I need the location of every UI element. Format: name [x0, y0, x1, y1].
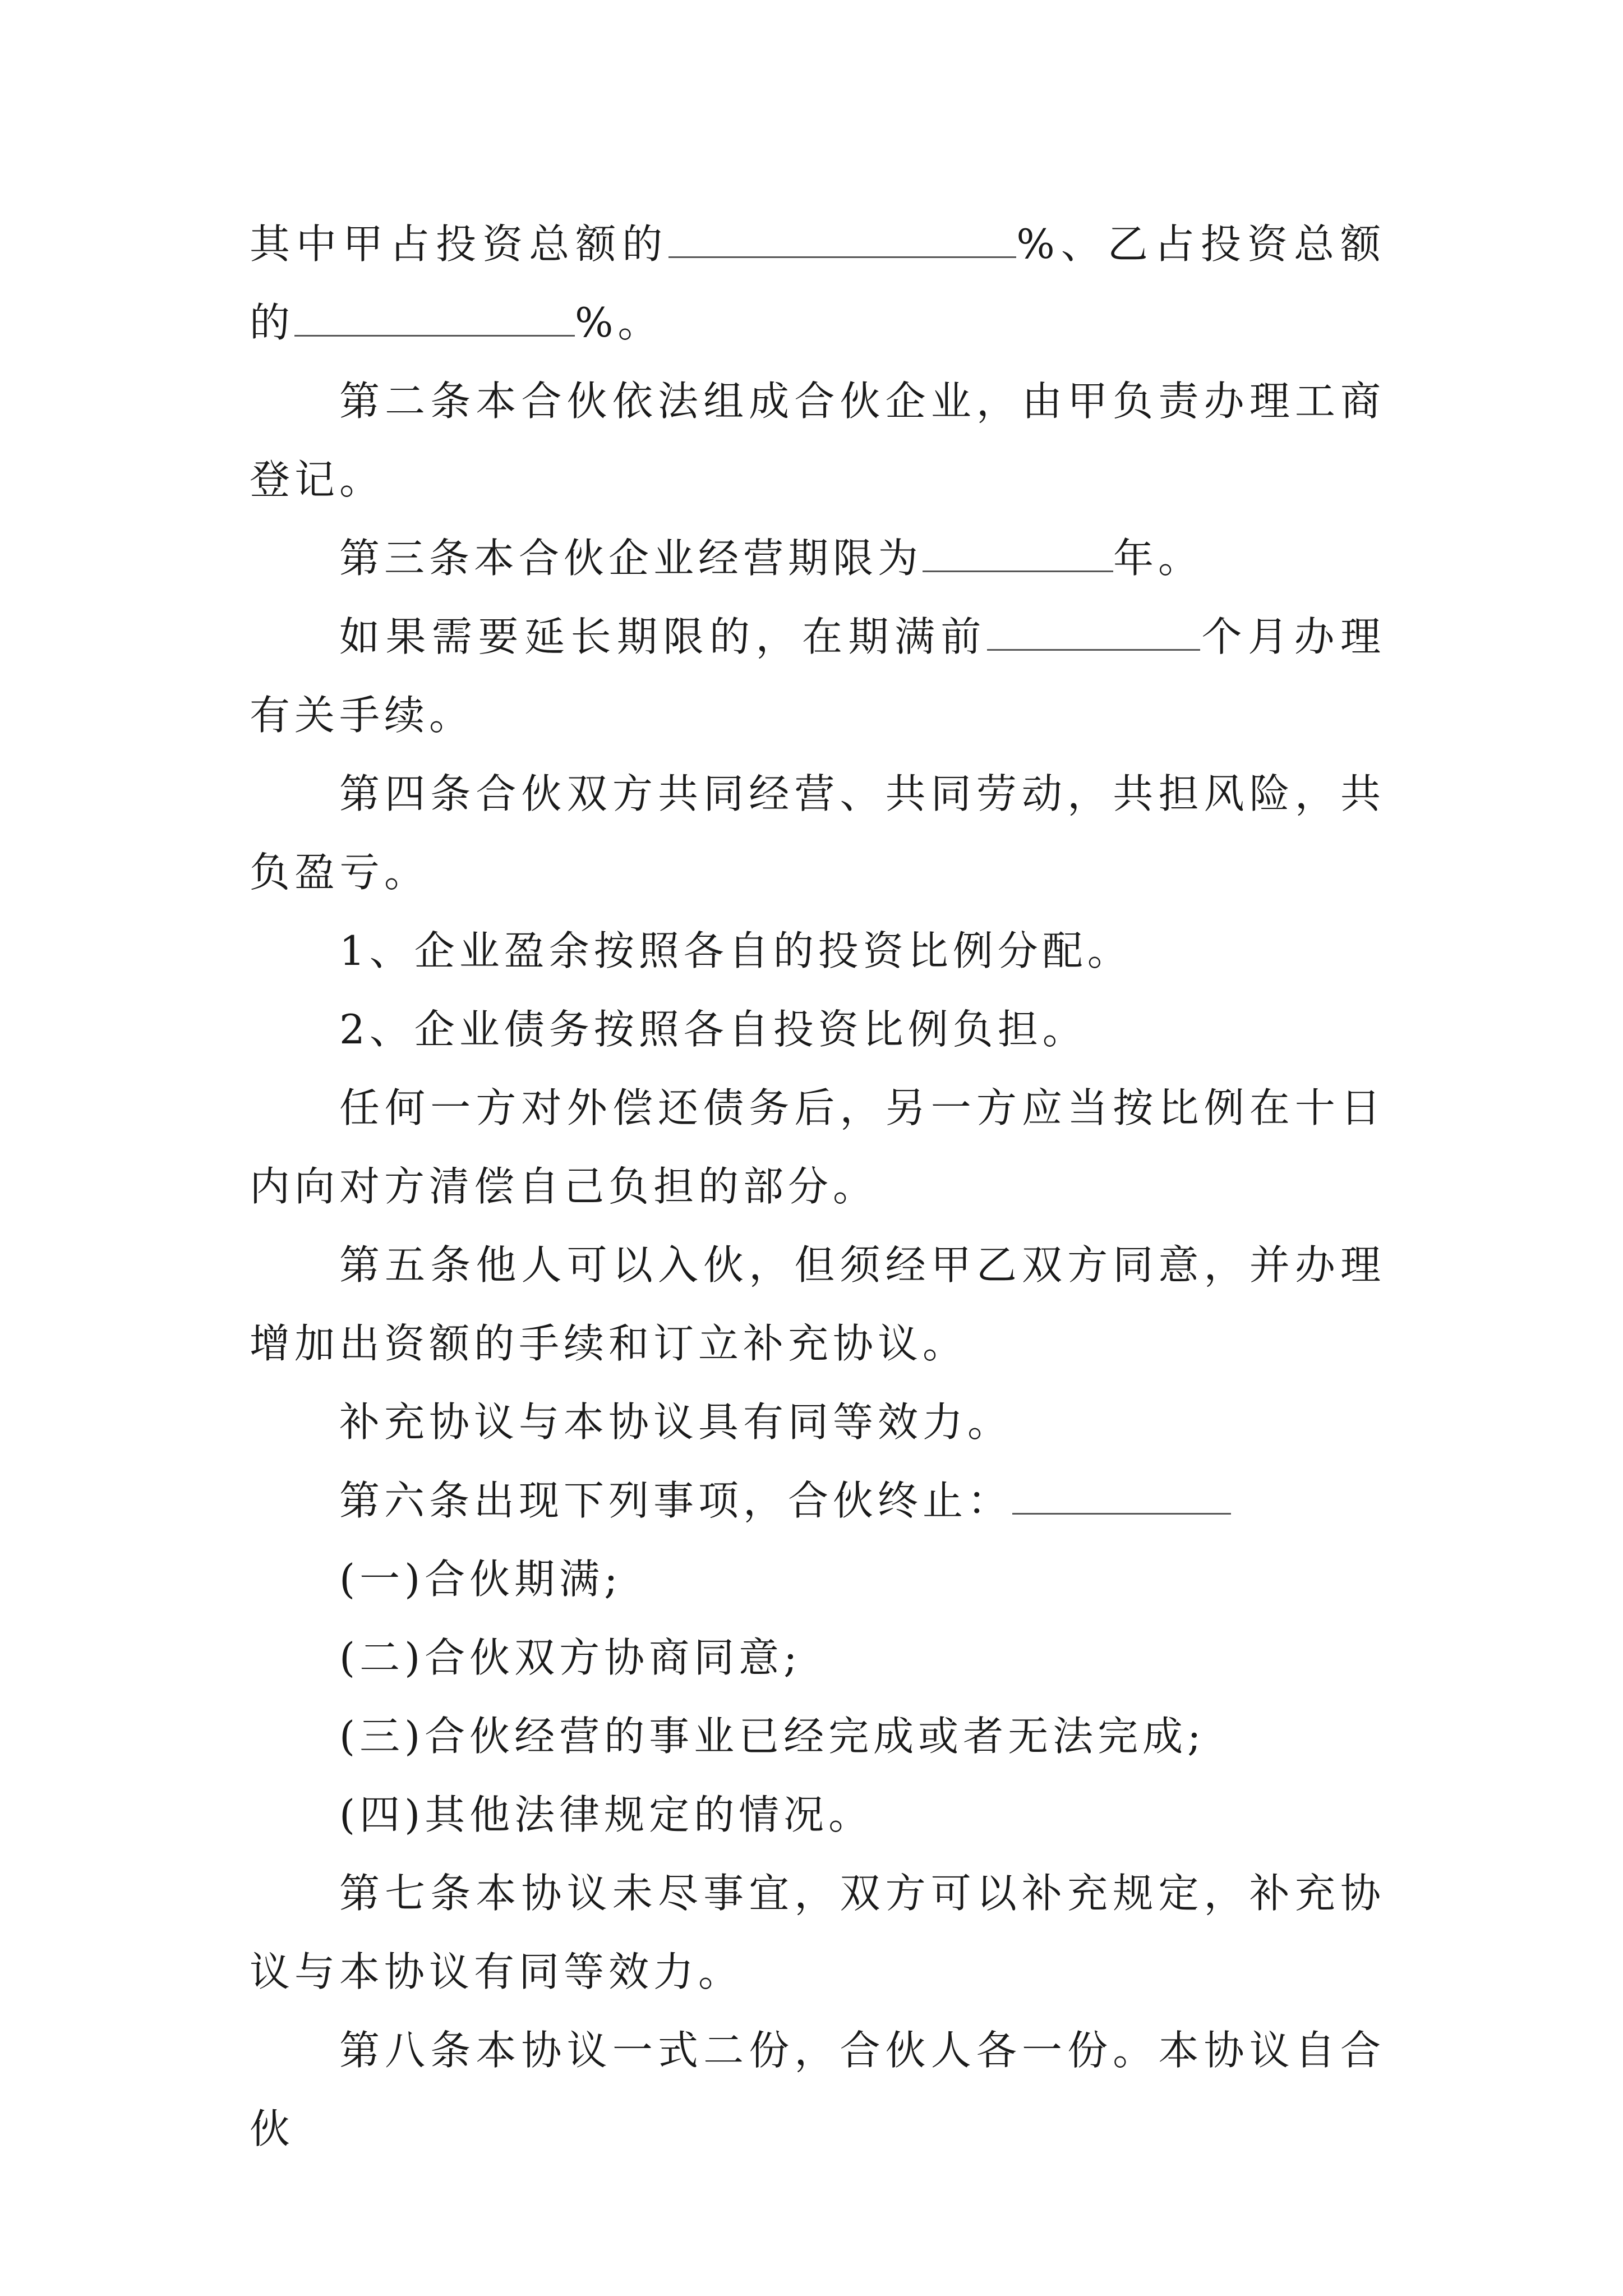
article-3: 第三条本合伙企业经营期限为 年。: [339, 535, 1204, 582]
blank-jia-percent[interactable]: [668, 224, 1016, 258]
article-8: 第八条本协议一式二份，合伙人各一份。本协议自合伙: [250, 2027, 1385, 2152]
document-body: [250, 205, 1385, 2168]
blank-months[interactable]: [987, 616, 1200, 651]
article-6: 第六条出现下列事项，合伙终止：: [250, 1461, 1385, 1540]
article-7: 第七条本协议未尽事宜，双方可以补充规定，补充协议与本协议有同等效力。: [250, 1870, 1385, 1995]
termination-item-4: (四)其他法律规定的情况。: [339, 1791, 874, 1838]
paragraph-supplement: 补充协议与本协议具有同等效力。: [339, 1398, 1013, 1446]
article-5: 第五条他人可以入伙，但须经甲乙双方同意，并办理增加出资额的手续和订立补充协议。: [250, 1241, 1385, 1367]
termination-item-1: (一)合伙期满;: [339, 1556, 623, 1603]
article-4: 第四条合伙双方共同经营、共同劳动，共担风险，共负盈亏。: [250, 770, 1385, 896]
termination-item-3: (三)合伙经营的事业已经完成或者无法完成;: [339, 1713, 1206, 1760]
termination-item-2: (二)合伙双方协商同意;: [339, 1634, 802, 1681]
paragraph-extension: 如果需要延长期限的，在期满前 个月办理有关手续。: [250, 613, 1385, 739]
paragraph-investment-share: 其中甲占投资总额的 %、乙占投资总额的 %。: [250, 220, 1385, 346]
blank-yi-percent[interactable]: [294, 302, 575, 337]
item-2-debt: 2、企业债务按照各自投资比例负担。: [339, 1006, 1087, 1053]
paragraph-repayment: 任何一方对外偿还债务后，另一方应当按比例在十日内向对方清偿自己负担的部分。: [250, 1084, 1385, 1210]
article-2: 第二条本合伙依法组成合伙企业，由甲负责办理工商登记。: [250, 378, 1385, 503]
blank-termination[interactable]: [1012, 1480, 1231, 1515]
blank-term-years[interactable]: [923, 538, 1113, 572]
item-1-profit: 1、企业盈余按照各自的投资比例分配。: [339, 927, 1132, 974]
